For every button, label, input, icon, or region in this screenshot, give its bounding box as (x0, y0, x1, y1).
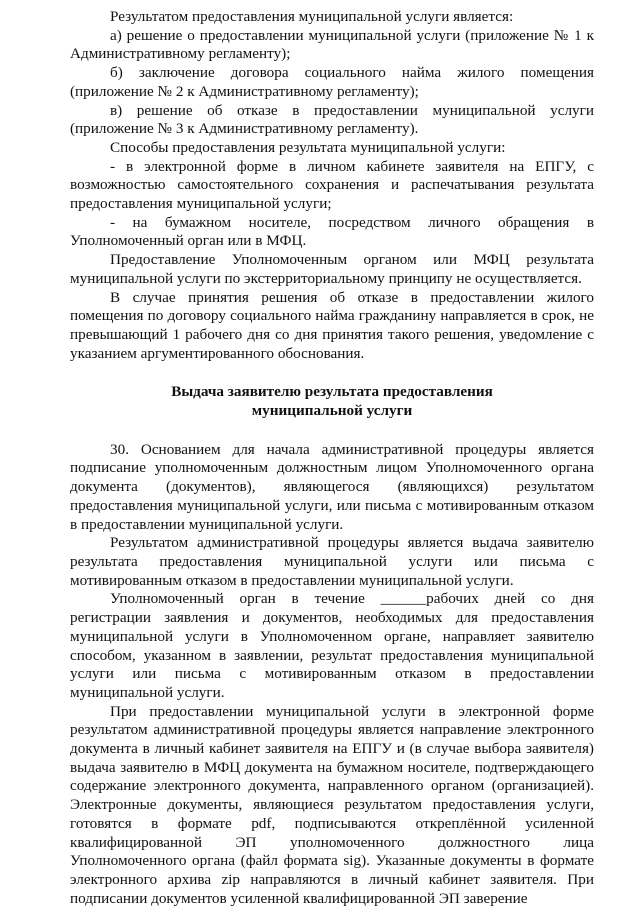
paragraph-method-paper: - на бумажном носителе, посредством личного обращения в Уполномоченный орган или в МФЦ. (70, 213, 594, 250)
paragraph-item-b: б) заключение договора социального найма жилого помещения (приложение № 2 к Административному регламенту); (70, 64, 594, 100)
paragraph-deadline: Уполномоченный орган в течение ______рабочих дней со дня регистрации заявления и документов, необходимых для предоставления муниципальной услуги в Уполномоченном органе, направляет заявителю способом, указанном в заявлении, результат предоставления муниципальной услуги или письма с мотивированным отказом в предоставлении муниципальной услуги. (70, 590, 594, 701)
paragraph-methods-intro: Способы предоставления результата муниципальной услуги: (110, 138, 506, 156)
paragraph-method-electronic: - в электронной форме в личном кабинете заявителя на ЕПГУ, с возможностью самостоятельного сохранения и распечатывания результата предоставления муниципальной услуги; (70, 157, 594, 213)
paragraph-result-intro: Результатом предоставления муниципальной услуги является: (110, 8, 514, 25)
spacer (70, 421, 594, 441)
paragraph-extraterritorial: Предоставление Уполномоченным органом или МФЦ результата муниципальной услуги по экстерриториальному принципу не осуществляется. (70, 251, 594, 287)
section-heading-line2: муниципальной услуги (251, 402, 413, 420)
section-heading-line1: Выдача заявителю результата предоставления (171, 383, 493, 401)
paragraph-procedure-result: Результатом административной процедуры является выдача заявителю результата предоставления муниципальной услуги или письма с мотивированным отказом в предоставлении муниципальной услуги. (70, 534, 594, 589)
paragraph-item-a: а) решение о предоставлении муниципальной услуги (приложение № 1 к Административному регламенту); (70, 26, 594, 63)
paragraph-item-v: в) решение об отказе в предоставлении муниципальной услуги (приложение № 3 к Административному регламенту). (70, 101, 594, 138)
paragraph-30-basis: 30. Основанием для начала административной процедуры является подписание уполномоченным должностным лицом Уполномоченного органа документа (документов), являющегося (являющихся) результатом предоставления муниципальной услуги, или письма с мотивированным отказом в предоставлении муниципальной услуги. (70, 440, 594, 533)
paragraph-electronic-form: При предоставлении муниципальной услуги в электронной форме результатом административной процедуры является направление электронного документа в личный кабинет заявителя на ЕПГУ и (в случае выбора заявителя) выдача заявителю в МФЦ документа на бумажном носителе, подтверждающего содержание электронного документа, направленного органом (организацией). Электронные документы, являющиеся результатом предоставления услуги, готовятся в формате pdf, подписываются откреплённой усиленной квалифицированной ЭП уполномоченного должностного лица Уполномоченного органа (файл формата sig). Указанные документы в формате электронного архива zip направляются в личный кабинет заявителя. При подписании документов усиленной квалифицированной ЭП заверение (70, 702, 594, 907)
paragraph-refusal-notice: В случае принятия решения об отказе в предоставлении жилого помещения по договору социального найма гражданину направляется в срок, не превышающий 1 рабочего дня со дня принятия такого решения, уведомление с указанием аргументированного обоснования. (70, 288, 594, 362)
document-page (70, 8, 594, 908)
spacer (70, 363, 594, 383)
